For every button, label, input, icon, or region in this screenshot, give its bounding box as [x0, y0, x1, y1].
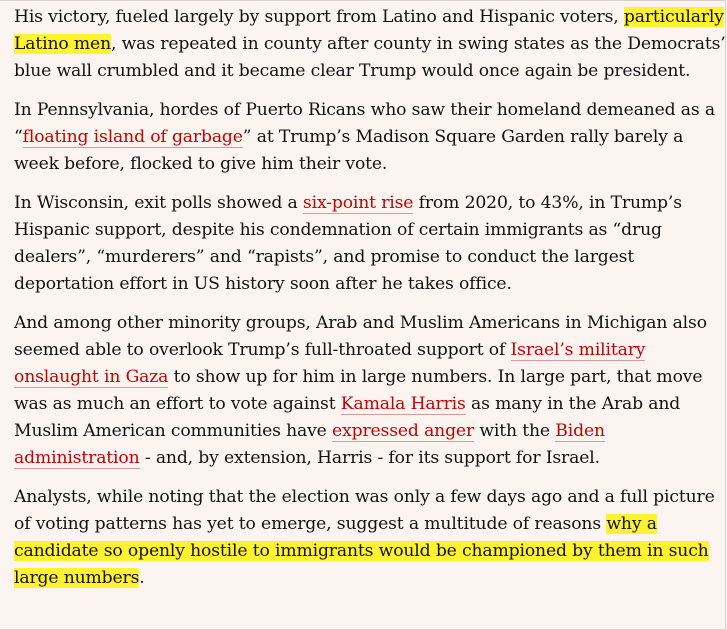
- text-segment: And among other minority groups, Arab and Muslim Americans in Michigan also seemed able to overlook Trump’s full-throated support of: [14, 313, 707, 360]
- text-segment: ” at Trump’s Madison Square Garden rally barely a week before, flocked to give him their vote.: [14, 127, 684, 174]
- link-expressed-anger[interactable]: expressed anger: [332, 421, 475, 441]
- text-segment: - and, by extension, Harris - for its support for Israel.: [139, 448, 600, 468]
- text-segment: to show up for him in large numbers. In large part, that move was as much an effort to vote against: [14, 367, 703, 414]
- text-segment: .: [139, 568, 145, 588]
- text-segment: Analysts, while noting that the election was only a few days ago and a full picture of voting patterns has yet to emerge, suggest a multitude of reasons: [14, 487, 715, 534]
- link-israel-gaza[interactable]: Israel’s military onslaught in Gaza: [14, 340, 646, 387]
- link-kamala-harris[interactable]: Kamala Harris: [340, 394, 466, 414]
- paragraph-4: [14, 310, 726, 472]
- link-biden-administration[interactable]: Biden administration: [14, 421, 605, 468]
- paragraph-1: [14, 4, 726, 85]
- paragraph-5: [14, 484, 726, 592]
- text-segment: as many in the Arab and Muslim American communities have: [14, 394, 681, 441]
- text-segment: His victory, fueled largely by support from Latino and Hispanic voters,: [14, 7, 624, 27]
- link-floating-island[interactable]: floating island of garbage: [22, 127, 243, 147]
- article-body: [14, 4, 726, 604]
- text-segment: with the: [474, 421, 556, 441]
- text-segment: In Pennsylvania, hordes of Puerto Ricans who saw their homeland demeaned as a “: [14, 100, 715, 147]
- highlighted-text: particularly Latino men: [14, 7, 724, 54]
- text-segment: , was repeated in county after county in swing states as the Democrats’ blue wall crumbled and it became clear Trump would once again be president.: [14, 34, 726, 81]
- highlighted-text: why a candidate so openly hostile to immigrants would be championed by them in such large numbers: [14, 514, 709, 588]
- text-segment: In Wisconsin, exit polls showed a: [14, 193, 303, 213]
- paragraph-2: [14, 97, 726, 178]
- link-six-point-rise[interactable]: six-point rise: [302, 193, 414, 213]
- text-segment: from 2020, to 43%, in Trump’s Hispanic support, despite his condemnation of certain immigrants as “drug dealers”, “murderers” and “rapists”, and promise to conduct the largest deportation effort in US history soon after he takes office.: [14, 193, 682, 294]
- paragraph-3: [14, 190, 726, 298]
